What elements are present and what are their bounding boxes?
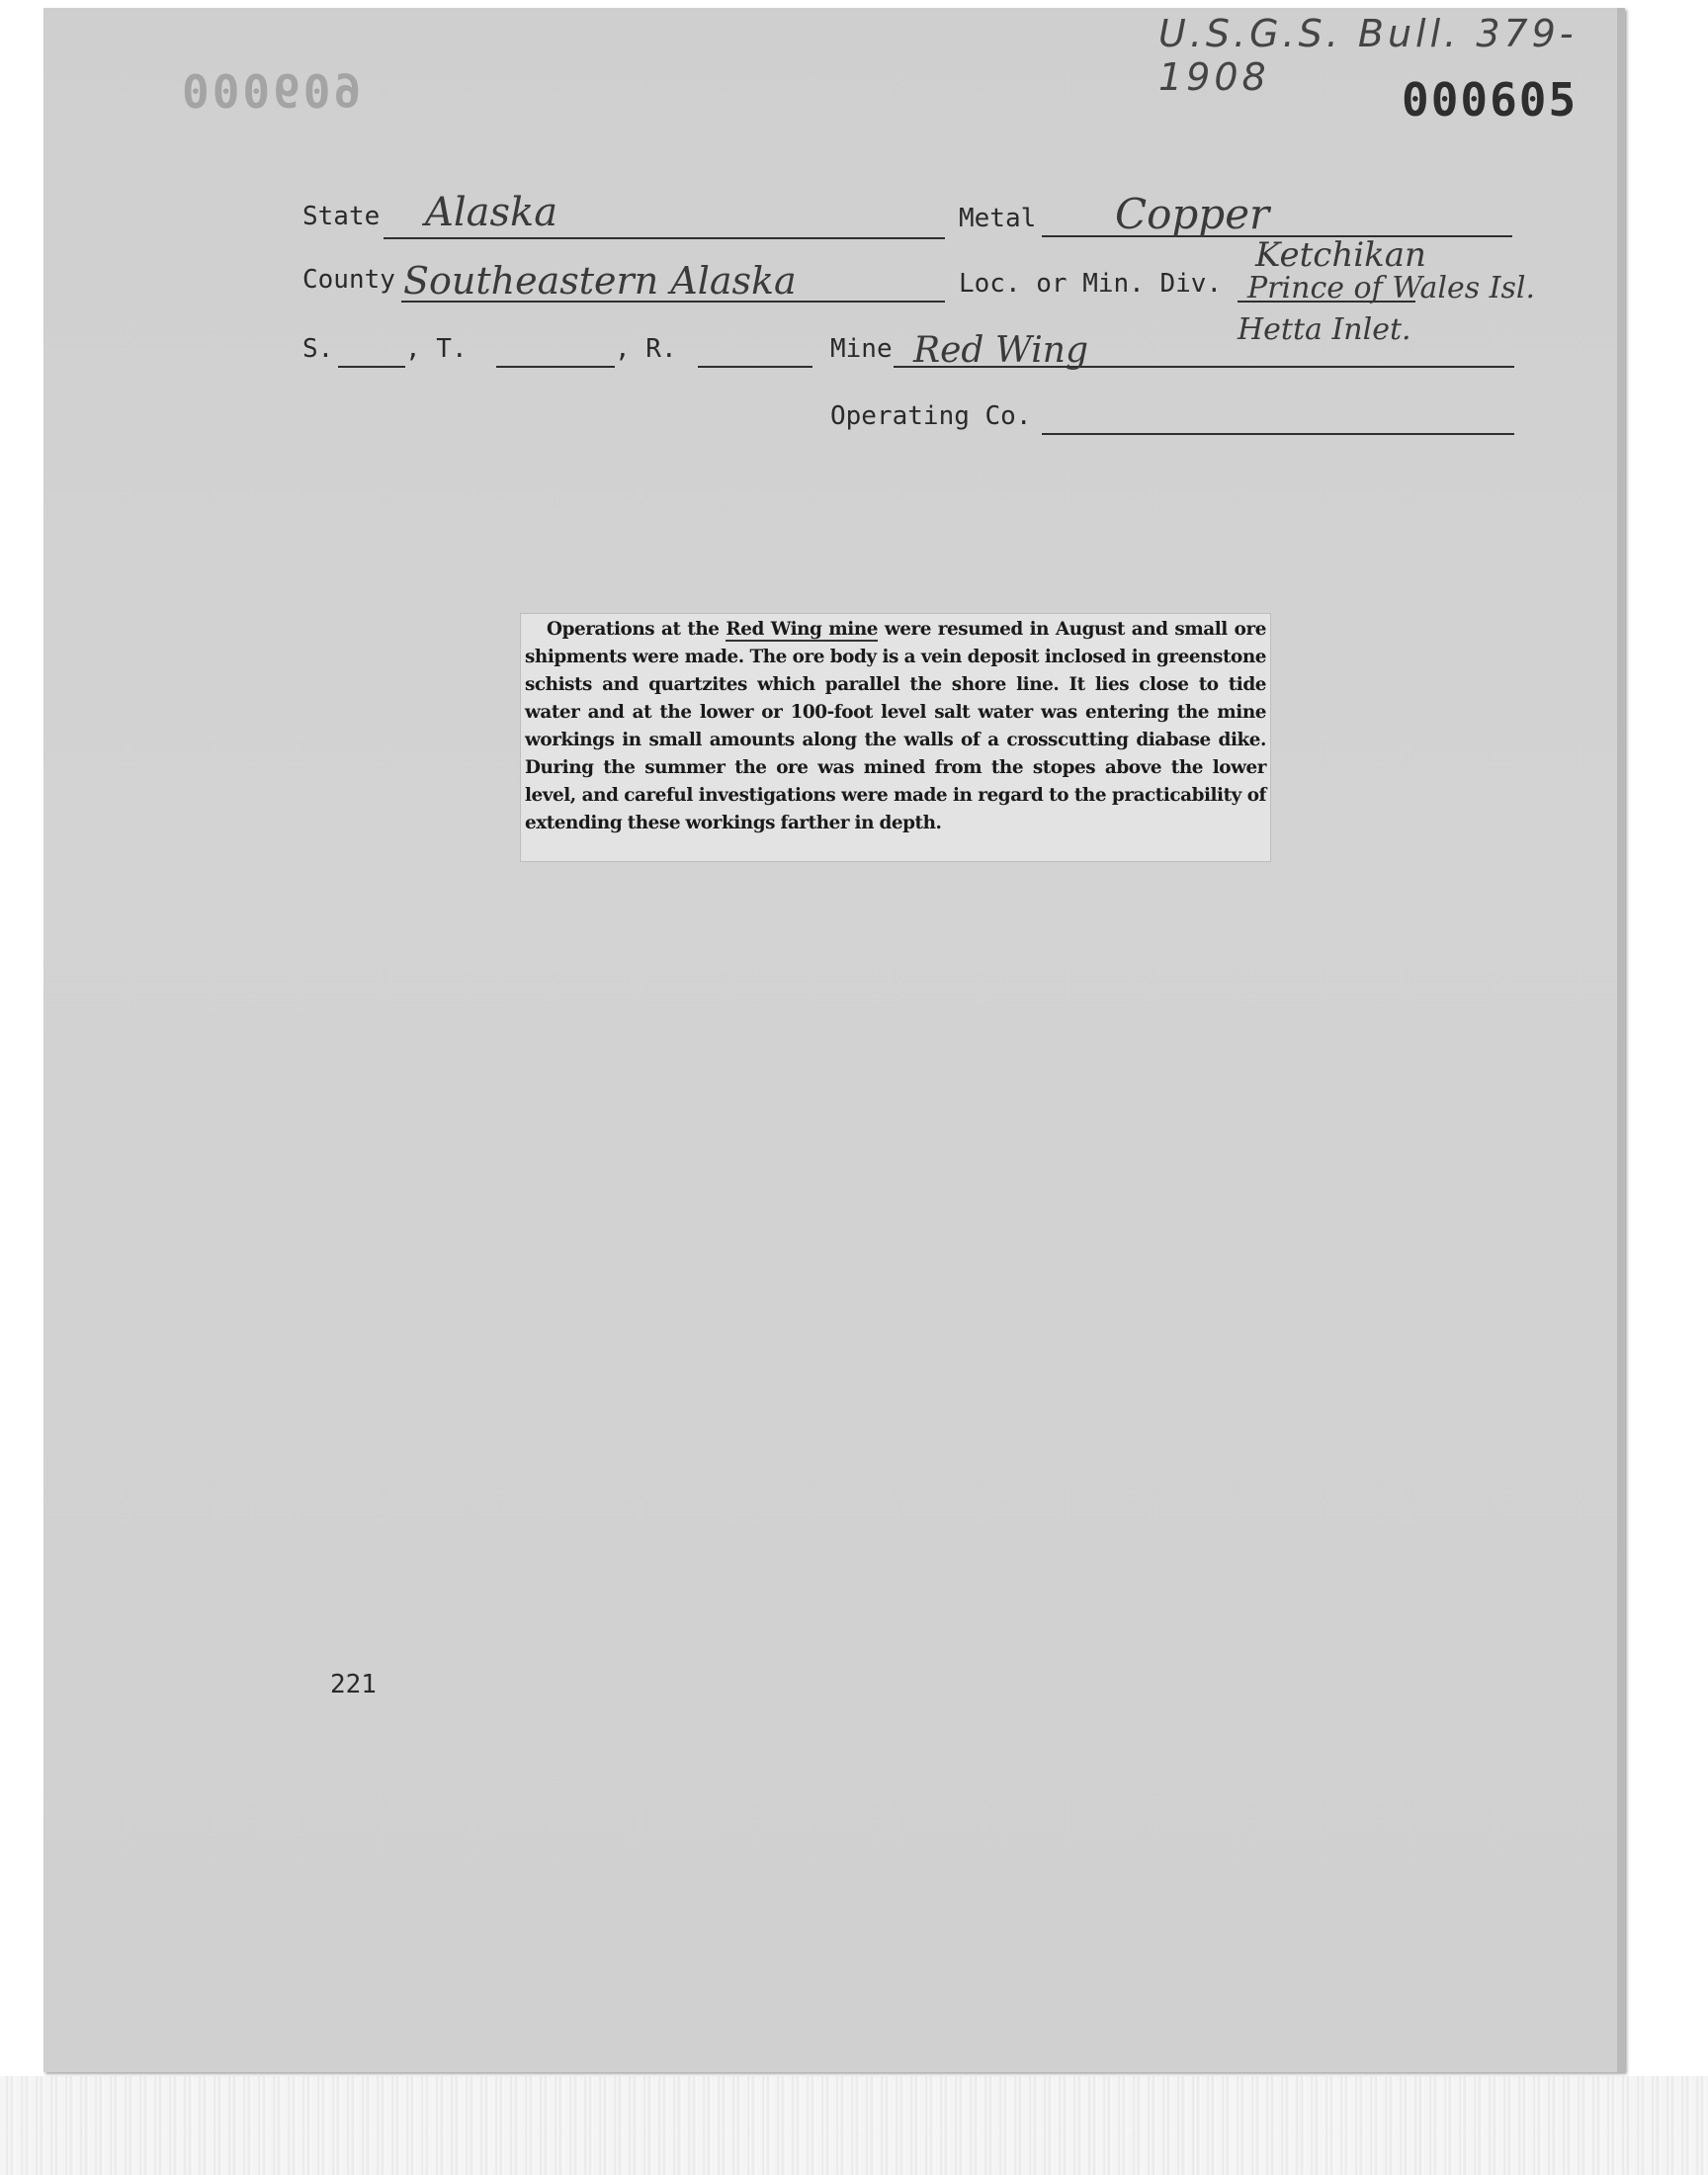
metal-label: Metal [959, 204, 1037, 233]
county-label: County [302, 265, 395, 295]
township-line [496, 366, 615, 368]
range-line [698, 366, 812, 368]
clipping-text-rest: were resumed in August and small ore shipments were made. The ore body is a vein deposit inclosed in greenstone schists and quartzites which parallel the shore line. It lies close to tide water and at the lower or 100-foot level salt water was entering the mine workings in small amounts along the walls of a crosscutting diabase dike. During the summer the ore was mined from the stopes above the lower level, and careful investigations were made in regard to the practicability of extending these workings farther in depth. [525, 619, 1266, 833]
division-value-line1: Ketchikan [1255, 235, 1426, 275]
stamp-number: 000605 [1402, 73, 1579, 127]
state-value: Alaska [425, 190, 558, 235]
division-value-line3: Hetta Inlet. [1238, 312, 1411, 347]
clipping-text-start: Operations at the [547, 619, 726, 640]
division-label: Loc. or Min. Div. [959, 269, 1223, 299]
mine-label: Mine [830, 334, 893, 364]
reference-note: U.S.G.S. Bull. 379-1908 [1158, 12, 1578, 99]
state-line [384, 237, 945, 239]
ghost-stamp-number: 000609 [182, 63, 365, 117]
county-value: Southeastern Alaska [403, 259, 797, 303]
operating-co-label: Operating Co. [830, 401, 1032, 431]
township-label: , T. [405, 334, 468, 364]
range-label: , R. [615, 334, 677, 364]
section-label: S. [302, 334, 334, 364]
state-label: State [302, 202, 381, 231]
news-clipping [520, 613, 1271, 862]
division-value-line2: Prince of Wales Isl. [1247, 271, 1536, 305]
section-line [338, 366, 405, 368]
page-number: 221 [330, 1670, 377, 1699]
clipping-paragraph [525, 616, 1266, 837]
scan-bottom-edge [0, 2076, 1708, 2175]
document-page [43, 8, 1625, 2072]
clipping-mine-name: Red Wing mine [726, 619, 879, 640]
metal-value: Copper [1115, 190, 1270, 238]
operating-co-line [1042, 433, 1514, 435]
mine-value: Red Wing [913, 330, 1089, 371]
